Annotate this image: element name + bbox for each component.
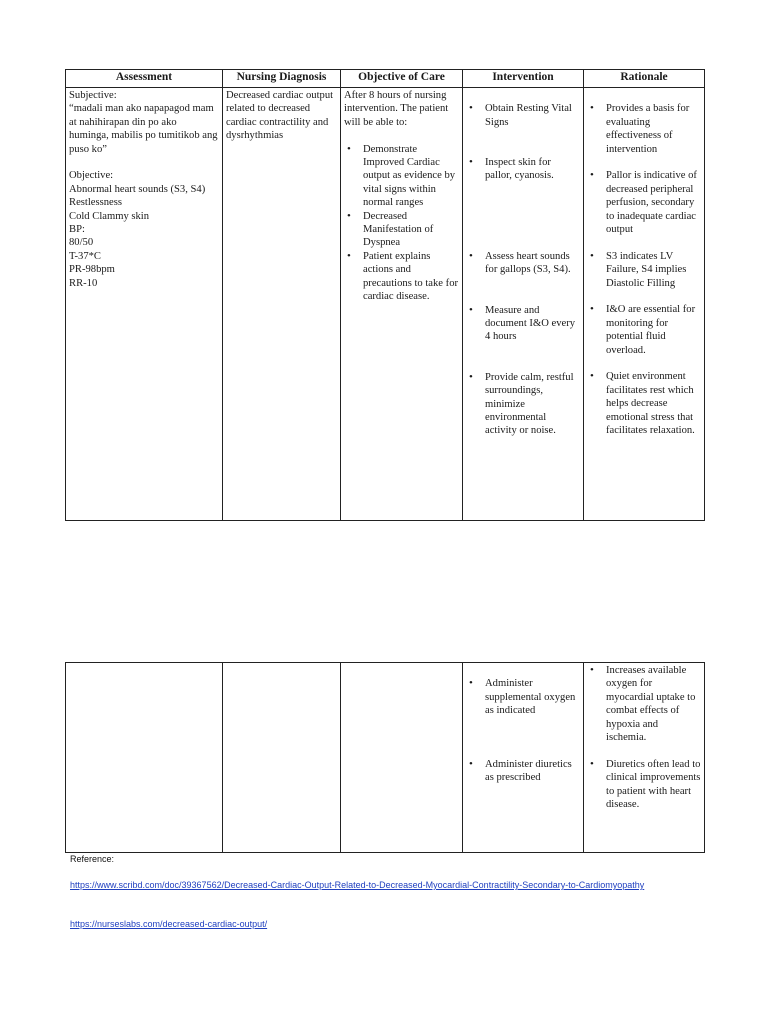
list-item: • Demonstrate Improved Cardiac output as evidence by vital signs within normal ranges xyxy=(344,143,459,210)
list-item: • Pallor is indicative of decreased peripheral perfusion, secondary to inadequate cardiac output xyxy=(587,169,701,236)
objective-cell-empty xyxy=(341,663,463,853)
list-item: • Obtain Resting Vital Signs xyxy=(466,102,580,129)
list-item: • Patient explains actions and precautions to take for cardiac disease. xyxy=(344,250,459,304)
list-item: • Provides a basis for evaluating effectiveness of intervention xyxy=(587,102,701,156)
care-plan-table-continued xyxy=(65,662,705,853)
diagnosis-cell xyxy=(223,88,341,521)
objective-finding: BP: xyxy=(69,224,85,236)
objective-finding: 80/50 xyxy=(69,237,94,249)
list-item: • Quiet environment facilitates rest which helps decrease emotional stress that facilitates relaxation. xyxy=(587,370,701,437)
rationale-cell xyxy=(584,663,705,853)
diagnosis-cell-empty xyxy=(223,663,341,853)
list-item: • Inspect skin for pallor, cyanosis. xyxy=(466,156,580,183)
objective-label: Objective: xyxy=(69,170,114,182)
reference-link-scribd[interactable]: https://www.scribd.com/doc/39367562/Decreased-Cardiac-Output-Related-to-Decreased-Myocardial-Contractility-Secondary-to-Cardiomyopathy xyxy=(70,880,645,890)
nursing-diagnosis-text: Decreased cardiac output related to decreased cardiac contractility and dysrhythmias xyxy=(226,90,334,142)
objective-finding: T-37*C xyxy=(69,250,101,262)
objective-finding: Cold Clammy skin xyxy=(69,210,150,222)
assessment-cell-empty xyxy=(66,663,223,853)
table-row xyxy=(66,88,705,521)
list-item: • Provide calm, restful surroundings, minimize environmental activity or noise. xyxy=(466,371,580,438)
header-nursing-diagnosis: Nursing Diagnosis xyxy=(223,70,341,88)
header-objective-of-care: Objective of Care xyxy=(341,70,463,88)
reference-link-nurseslabs[interactable]: https://nurseslabs.com/decreased-cardiac-output/ xyxy=(70,919,268,929)
list-item: • Increases available oxygen for myocardial uptake to combat effects of hypoxia and ischemia. xyxy=(587,664,701,744)
assessment-cell xyxy=(66,88,223,521)
list-item: • Decreased Manifestation of Dyspnea xyxy=(344,210,459,250)
list-item: • Assess heart sounds for gallops (S3, S4). xyxy=(466,250,580,277)
rationale-cell xyxy=(584,88,705,521)
objective-finding: RR-10 xyxy=(69,277,98,289)
reference-label: Reference: xyxy=(70,854,115,864)
list-item: • Administer supplemental oxygen as indicated xyxy=(466,677,580,717)
objective-intro: After 8 hours of nursing intervention. The patient will be able to: xyxy=(344,90,449,128)
intervention-cell xyxy=(463,663,584,853)
header-intervention: Intervention xyxy=(463,70,584,88)
header-assessment: Assessment xyxy=(66,70,223,88)
subjective-label: Subjective: xyxy=(69,90,117,101)
intervention-cell xyxy=(463,88,584,521)
objective-cell xyxy=(341,88,463,521)
list-item: • Diuretics often lead to clinical improvements to patient with heart disease. xyxy=(587,758,701,812)
list-item: • S3 indicates LV Failure, S4 implies Diastolic Filling xyxy=(587,250,701,290)
list-item: • Measure and document I&O every 4 hours xyxy=(466,304,580,344)
objective-finding: Abnormal heart sounds (S3, S4) xyxy=(69,183,206,195)
list-item: • Administer diuretics as prescribed xyxy=(466,758,580,785)
objective-finding: Restlessness xyxy=(69,197,122,209)
table-header-row xyxy=(66,70,705,88)
header-rationale: Rationale xyxy=(584,70,705,88)
subjective-quote: “madali man ako napapagod mam at nahihirapan din po ako huminga, mabilis po tumitikob ang puso ko” xyxy=(69,103,218,155)
objective-finding: PR-98bpm xyxy=(69,264,115,276)
list-item: • I&O are essential for monitoring for potential fluid overload. xyxy=(587,303,701,357)
care-plan-table xyxy=(65,69,705,521)
table-row xyxy=(66,663,705,853)
